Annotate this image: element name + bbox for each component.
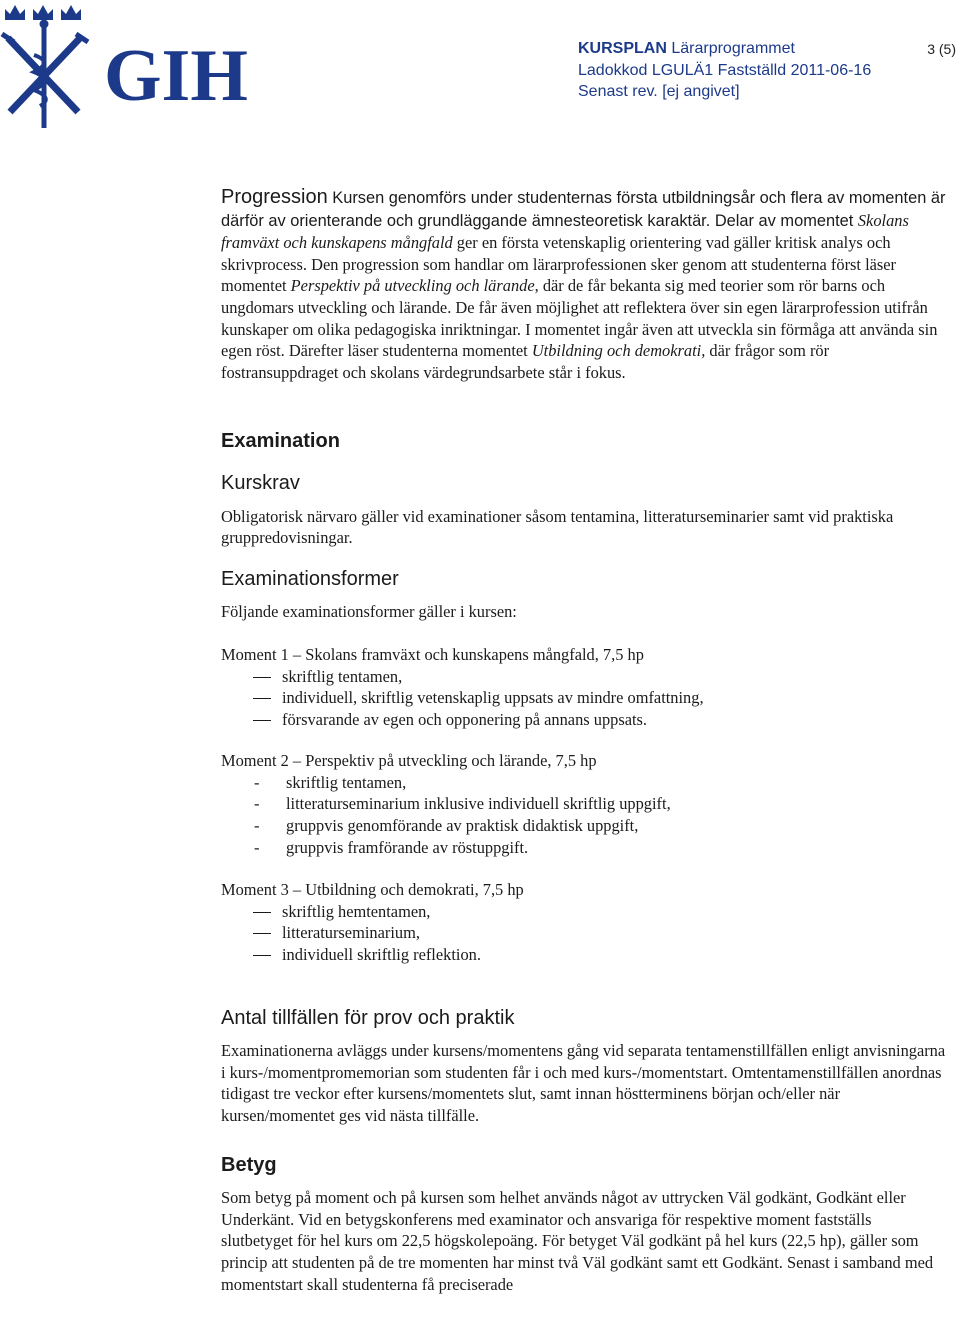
crossed-staffs-icon	[2, 20, 88, 128]
betyg-text: Som betyg på moment och på kursen som helhet används något av uttrycken Väl godkänt, Godkänt eller Underkänt. Vid en betygskonferens med examinator och ansvariga för respektive moment fastställs slutbetyget för hel kurs om 22,5 högskolepoäng. För betyget Väl godkänt på hel kurs (22,5 hp), gäller som princip att studenten på de tre momenten har minst två Väl godkänt samt ett Godkänt. Senast i samband med momentstart skall studenterna få preciserade	[221, 1188, 934, 1294]
moment3-list	[221, 901, 946, 966]
list-item: individuell, skriftlig vetenskaplig uppsats av mindre omfattning,	[221, 687, 946, 709]
document-header	[578, 38, 871, 103]
doc-type: KURSPLAN	[578, 40, 667, 57]
list-item: skriftlig tentamen,	[221, 666, 946, 688]
list-item: - litteraturseminarium inklusive individuell skriftlig uppgift,	[221, 793, 946, 815]
progression-text-4: där frågor som rör fostransuppdraget och skolans värdegrundsarbete står i fokus.	[221, 341, 830, 382]
moment3-title: Moment 3 – Utbildning och demokrati, 7,5 hp	[221, 880, 524, 900]
progression-text-2: ger en första vetenskaplig orientering vad gäller kritisk analys och skrivprocess. Den progression som handlar om lärarprofessionen sker genom att studenterna först läser momentet	[221, 233, 897, 296]
header-line-3: Senast rev. [ej angivet]	[578, 83, 740, 100]
document-body	[221, 186, 946, 1295]
examinationsformer-intro: Följande examinationsformer gäller i kursen:	[221, 602, 517, 622]
list-item: - gruppvis genomförande av praktisk didaktisk uppgift,	[221, 815, 946, 837]
moment1-list	[221, 666, 946, 731]
header-line-2: Ladokkod LGULÄ1 Fastställd 2011-06-16	[578, 61, 872, 79]
list-item: försvarande av egen och opponering på annans uppsats.	[221, 709, 946, 731]
header-line-1	[578, 38, 871, 60]
list-item: - skriftlig tentamen,	[221, 772, 946, 794]
logo-wordmark: GIH	[104, 35, 248, 117]
progression-paragraph	[221, 187, 946, 383]
page-number: 3 (5)	[927, 41, 956, 57]
examination-heading: Examination	[221, 430, 340, 453]
progression-heading: Progression	[221, 186, 328, 208]
antal-text: Examinationerna avläggs under kursens/momentens gång vid separata tentamenstillfällen enligt anvisningarna i kurs-/momentpromemorian som studenten får i och med kurs-/momentstart. Omtentamenstillfällen anordnas tidigast tre veckor efter kursens/momentets slut, samt innan höstterminens början och/eller när kursen/momentet ges vid nästa tillfälle.	[221, 1041, 946, 1125]
moment2-list	[221, 772, 946, 858]
moment1-title: Moment 1 – Skolans framväxt och kunskapens mångfald, 7,5 hp	[221, 644, 644, 664]
examinationsformer-heading: Examinationsformer	[221, 567, 399, 590]
antal-heading: Antal tillfällen för prov och praktik	[221, 1006, 515, 1029]
progression-italic-2: Perspektiv på utveckling och lärande	[290, 276, 535, 296]
program-name: Lärarprogrammet	[671, 40, 795, 57]
betyg-heading: Betyg	[221, 1153, 277, 1176]
gih-logo	[0, 0, 250, 135]
moment2-title: Moment 2 – Perspektiv på utveckling och lärande, 7,5 hp	[221, 751, 597, 771]
list-item: skriftlig hemtentamen,	[221, 901, 946, 923]
list-item: - gruppvis framförande av röstuppgift.	[221, 837, 946, 859]
progression-italic-1: Skolans framväxt och kunskapens mångfald	[221, 210, 909, 253]
kurskrav-heading: Kurskrav	[221, 471, 300, 494]
list-item: litteraturseminarium,	[221, 922, 946, 944]
progression-text-3: , där de får bekanta sig med teorier som rör barns och ungdomars utveckling och lärande. De får även möjlighet att reflektera över sin egen lärarprofession utifrån kunskaper om olika pedagogiska inriktningar. I momentet ingår även att utveckla sin förmåga att använda sin egen röst. Därefter läser studenterna momentet	[221, 276, 938, 361]
crowns-icon	[5, 5, 81, 20]
progression-text-1: Kursen genomförs under studenternas första utbildningsår och flera av momenten är därför av orienterande och grundläggande ämnesteoretisk karaktär. Delar av momentet	[221, 189, 946, 230]
kurskrav-text: Obligatorisk närvaro gäller vid examinationer såsom tentamina, litteraturseminarier samt vid praktiska gruppredovisningar.	[221, 506, 894, 548]
progression-italic-3: Utbildning och demokrati,	[531, 341, 706, 361]
list-item: individuell skriftlig reflektion.	[221, 944, 946, 966]
